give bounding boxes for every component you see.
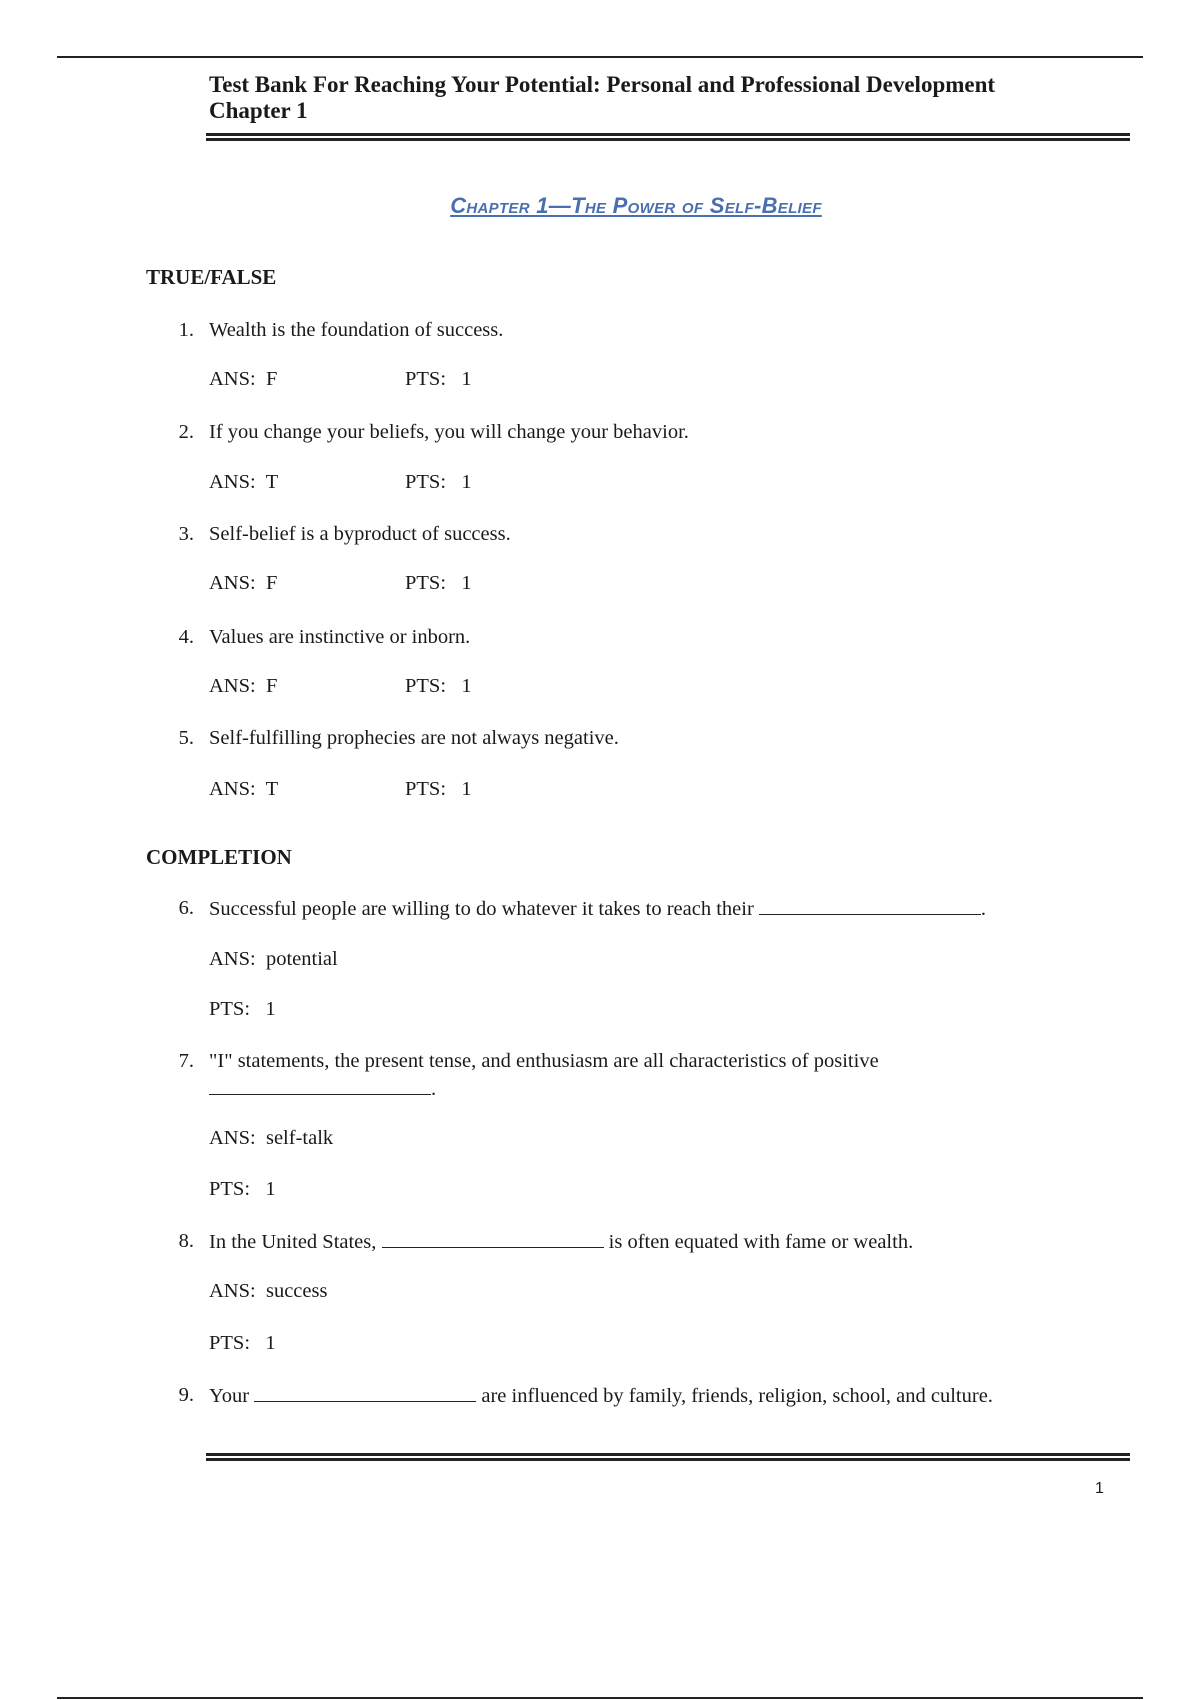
question-number: 8.: [178, 1230, 194, 1252]
ans-label: ANS:: [209, 675, 256, 697]
points-2: [405, 471, 472, 494]
pts-value: 1: [461, 572, 472, 594]
ans-value: potential: [265, 948, 338, 970]
question-7-continued: .: [209, 1076, 436, 1101]
pts-label: PTS:: [405, 572, 447, 594]
chapter-title: Chapter 1—The Power of Self-Belief: [450, 193, 822, 218]
header-chapter: Chapter 1: [209, 98, 308, 123]
pts-label: PTS:: [209, 998, 251, 1020]
points-8: [209, 1332, 276, 1355]
ans-value: T: [265, 778, 279, 800]
page-number: 1: [1095, 1480, 1104, 1497]
answer-8: [209, 1280, 327, 1303]
footer-double-rule: [206, 1453, 1130, 1461]
ans-label: ANS:: [209, 368, 256, 390]
page-bottom-rule: [57, 1697, 1143, 1699]
pts-label: PTS:: [209, 1178, 251, 1200]
points-4: [405, 675, 472, 698]
question-number: 2.: [178, 421, 194, 443]
pts-label: PTS:: [405, 675, 447, 697]
answer-3: [209, 572, 277, 595]
pts-label: PTS:: [405, 471, 447, 493]
ans-value: success: [265, 1280, 328, 1302]
ans-label: ANS:: [209, 1127, 256, 1149]
answer-1: [209, 368, 277, 391]
question-number: 7.: [178, 1050, 194, 1072]
ans-value: self-talk: [265, 1127, 334, 1149]
question-number: 3.: [178, 523, 194, 545]
pts-label: PTS:: [405, 368, 447, 390]
points-5: [405, 778, 472, 801]
pts-value: 1: [461, 471, 472, 493]
answer-2: [209, 471, 278, 494]
question-number: 1.: [178, 319, 194, 341]
question-number: 5.: [178, 727, 194, 749]
points-6: [209, 998, 276, 1021]
question-text: Wealth is the foundation of success.: [209, 319, 504, 341]
question-text: Values are instinctive or inborn.: [209, 626, 471, 648]
answer-7: [209, 1127, 333, 1150]
question-text: Successful people are willing to do whatever it takes to reach their .: [209, 898, 987, 920]
answer-4: [209, 675, 277, 698]
points-7: [209, 1178, 276, 1201]
question-number: 9.: [178, 1384, 194, 1406]
answer-6: [209, 948, 338, 971]
ans-value: T: [265, 471, 279, 493]
pts-value: 1: [265, 998, 276, 1020]
header-title: Test Bank For Reaching Your Potential: Personal and Professional Development: [209, 72, 996, 97]
pts-value: 1: [265, 1332, 276, 1354]
ans-value: F: [265, 675, 278, 697]
page-top-rule: [57, 56, 1143, 58]
ans-label: ANS:: [209, 948, 256, 970]
question-text: "I" statements, the present tense, and enthusiasm are all characteristics of positive: [209, 1050, 879, 1072]
question-number: 4.: [178, 626, 194, 648]
answer-blank: [759, 896, 981, 915]
pts-label: PTS:: [405, 778, 447, 800]
question-text: If you change your beliefs, you will change your behavior.: [209, 421, 689, 443]
points-3: [405, 572, 472, 595]
answer-5: [209, 778, 278, 801]
pts-label: PTS:: [209, 1332, 251, 1354]
question-text: Self-belief is a byproduct of success.: [209, 523, 511, 545]
answer-blank: [382, 1229, 604, 1248]
ans-value: F: [265, 572, 278, 594]
ans-label: ANS:: [209, 471, 256, 493]
section-heading-true-false: TRUE/FALSE: [146, 265, 277, 289]
section-heading-completion: COMPLETION: [146, 845, 292, 869]
question-number: 6.: [178, 897, 194, 919]
answer-blank: [209, 1076, 431, 1095]
pts-value: 1: [461, 368, 472, 390]
question-text: In the United States, is often equated with fame or wealth.: [209, 1231, 914, 1253]
answer-blank: [254, 1383, 476, 1402]
header-double-rule: [206, 133, 1130, 141]
ans-label: ANS:: [209, 778, 256, 800]
pts-value: 1: [265, 1178, 276, 1200]
question-text: Your are influenced by family, friends, religion, school, and culture.: [209, 1385, 993, 1407]
points-1: [405, 368, 472, 391]
pts-value: 1: [461, 778, 472, 800]
ans-label: ANS:: [209, 1280, 256, 1302]
ans-value: F: [265, 368, 278, 390]
pts-value: 1: [461, 675, 472, 697]
question-text: Self-fulfilling prophecies are not always negative.: [209, 727, 619, 749]
document-header: [209, 72, 1129, 124]
ans-label: ANS:: [209, 572, 256, 594]
